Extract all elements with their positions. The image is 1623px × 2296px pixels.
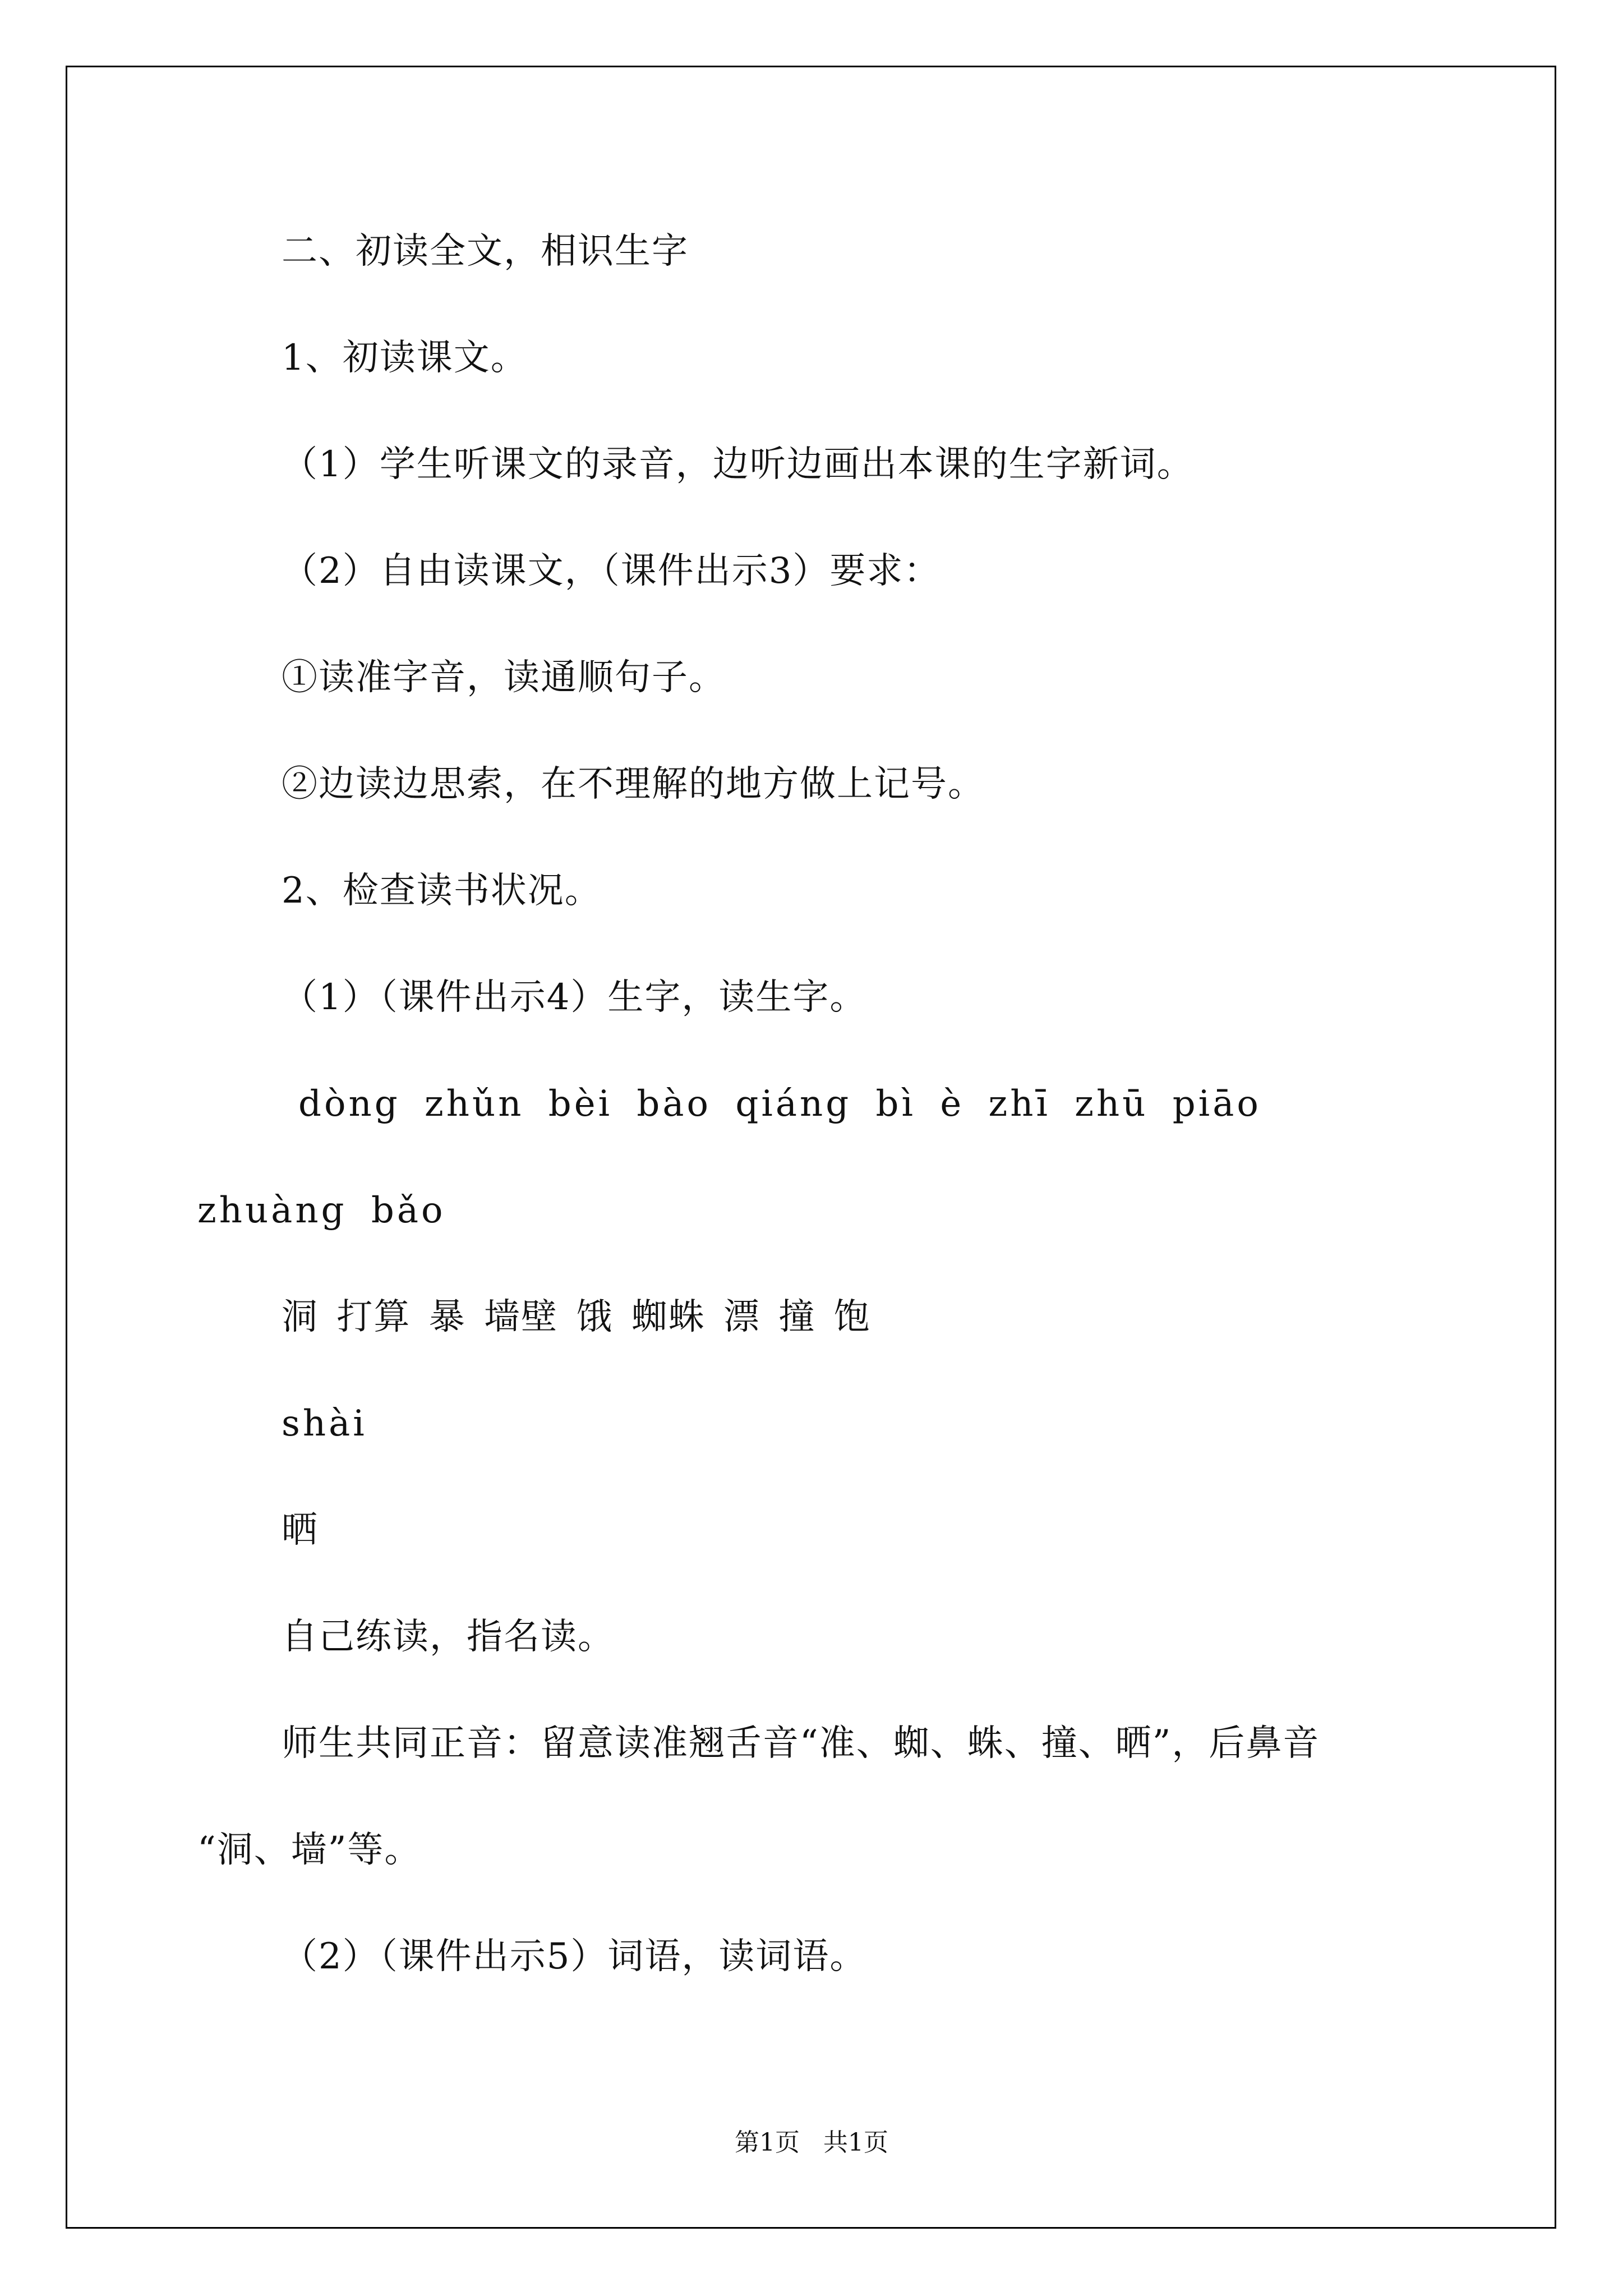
paragraph-line: （2）（课件出示5）词语，读词语。 (282, 1936, 867, 1977)
step-1-heading: 1、初读课文。 (282, 337, 528, 379)
requirement-item: ②边读边思索，在不理解的地方做上记号。 (282, 763, 985, 805)
paragraph-line: （1）（课件出示4）生字，读生字。 (282, 977, 867, 1018)
step-2-heading: 2、检查读书状况。 (282, 870, 602, 912)
character-line: 晒 (282, 1510, 319, 1551)
pinyin-line: shài (282, 1403, 367, 1444)
requirement-item: ①读准字音，读通顺句子。 (282, 657, 726, 698)
paragraph-line: 自己练读，指名读。 (282, 1616, 615, 1658)
paragraph-line: 师生共同正音：留意读准翘舌音“准、蜘、蛛、撞、晒”，后鼻音 (282, 1723, 1320, 1764)
paragraph-line: （2）自由读课文，（课件出示3）要求： (282, 550, 941, 592)
character-line: 洞 打算 暴 墙壁 饿 蜘蛛 漂 撞 饱 (282, 1296, 871, 1338)
paragraph-line: “洞、墙”等。 (197, 1829, 422, 1871)
section-heading: 二、初读全文，相识生字 (282, 231, 689, 272)
page-footer: 第1页 共1页 (735, 2128, 888, 2157)
pinyin-line: zhuàng bǎo (197, 1190, 446, 1231)
pinyin-line: dòng zhǔn bèi bào qiáng bì è zhī zhū piāo (298, 1083, 1261, 1125)
page-border (66, 66, 1556, 2229)
paragraph-line: （1）学生听课文的录音，边听边画出本课的生字新词。 (282, 444, 1194, 485)
